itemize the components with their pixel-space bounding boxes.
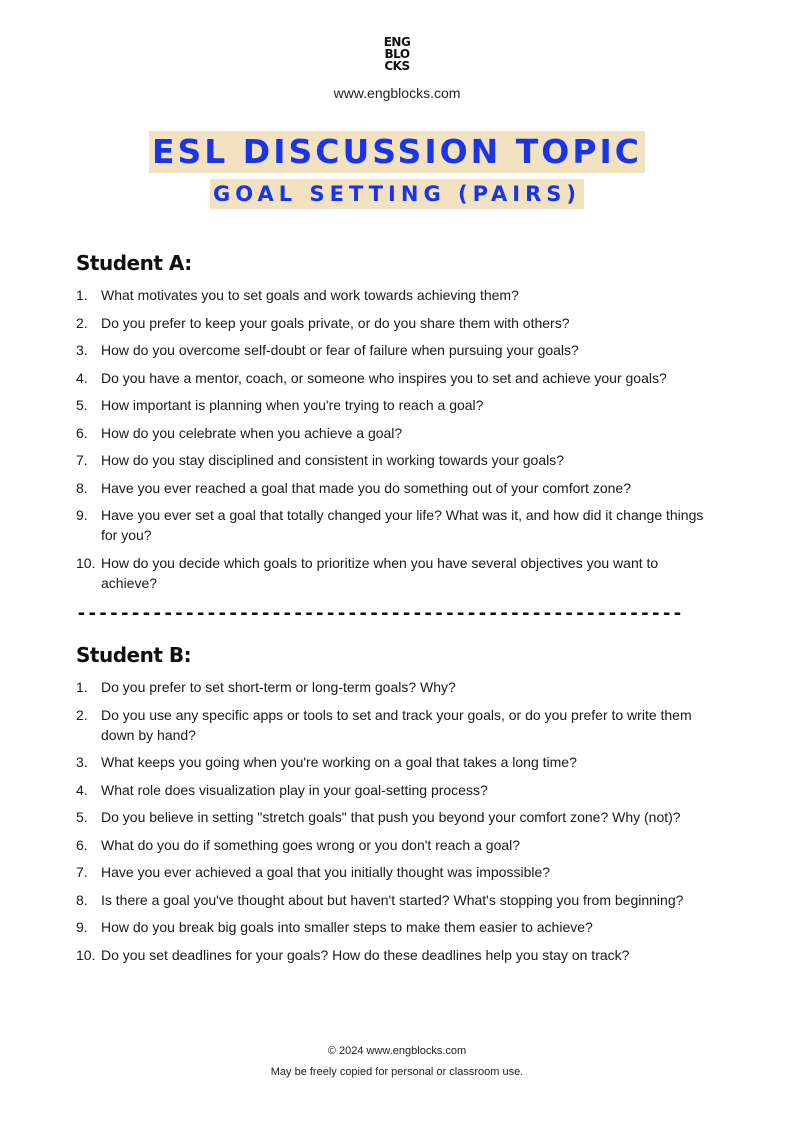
question-item [76,505,716,545]
student-a-section [76,251,716,600]
student-b-questions [76,677,716,965]
engblocks-logo [0,36,794,72]
question-text: How do you stay disciplined and consistent in working towards your goals? [101,452,565,468]
question-text: Have you ever achieved a goal that you initially thought was impossible? [101,864,551,880]
question-item [76,807,716,827]
question-number: 1. [76,679,88,695]
question-item [76,395,716,415]
question-item [76,835,716,855]
question-number: 10. [76,946,96,963]
question-item [76,340,716,360]
question-text: What motivates you to set goals and work towards achieving them? [101,287,519,303]
footer-license: May be freely copied for personal or classroom use. [270,1066,524,1078]
question-item [76,780,716,800]
section-divider: -------------------------------------------------------- [76,604,683,624]
question-item [76,285,716,305]
question-item [76,313,716,333]
question-text: Do you set deadlines for your goals? How do these deadlines help you stay on track? [101,946,630,963]
question-number: 9. [76,507,88,523]
question-number: 8. [76,479,88,496]
question-item [76,890,716,910]
question-number: 2. [76,314,88,331]
page-subtitle: GOAL SETTING (PAIRS) [210,179,584,209]
question-text: Do you use any specific apps or tools to set and track your goals, or do you prefer to write them down by hand? [101,706,692,743]
question-item [76,450,716,470]
question-number: 2. [76,706,88,723]
question-text: Is there a goal you've thought about but haven't started? What's stopping you from beginning? [101,891,684,908]
logo-line: BLO [384,47,410,61]
question-item [76,945,716,965]
question-number: 9. [76,919,88,935]
question-number: 1. [76,287,88,303]
page-title: ESL DISCUSSION TOPIC [149,131,645,173]
question-text: How do you break big goals into smaller steps to make them easier to achieve? [101,919,593,935]
student-a-heading: Student A: [76,251,192,275]
question-number: 5. [76,809,88,825]
footer-copyright: © 2024 www.engblocks.com [327,1045,467,1057]
question-item [76,553,716,593]
question-number: 6. [76,424,88,441]
question-text: Have you ever reached a goal that made you do something out of your comfort zone? [101,479,631,496]
question-text: Do you prefer to keep your goals private, or do you share them with others? [101,314,570,331]
logo-line: CKS [384,59,410,73]
student-b-heading: Student B: [76,643,192,667]
question-text: What do you do if something goes wrong or you don't reach a goal? [101,836,521,853]
question-item [76,368,716,388]
question-number: 10. [76,554,96,571]
student-a-questions [76,285,716,593]
question-number: 4. [76,781,88,798]
site-url[interactable]: www.engblocks.com [333,85,461,101]
question-text: What role does visualization play in your goal-setting process? [101,781,488,798]
question-text: Do you believe in setting "stretch goals" that push you beyond your comfort zone? Why (not)? [101,809,681,825]
title-main-wrap [0,131,794,173]
question-item [76,478,716,498]
question-text: How important is planning when you're trying to reach a goal? [101,397,484,413]
question-text: What keeps you going when you're working on a goal that takes a long time? [101,754,577,770]
logo-line: ENG [383,35,411,49]
question-number: 8. [76,891,88,908]
question-number: 7. [76,452,88,468]
question-text: How do you celebrate when you achieve a goal? [101,424,403,441]
question-item [76,862,716,882]
question-text: Do you prefer to set short-term or long-term goals? Why? [101,679,456,695]
question-text: Do you have a mentor, coach, or someone who inspires you to set and achieve your goals? [101,369,667,386]
question-item [76,917,716,937]
question-item [76,705,716,745]
question-text: How do you decide which goals to prioritize when you have several objectives you want to achieve? [101,554,659,591]
question-item [76,677,716,697]
question-number: 3. [76,342,88,358]
question-number: 7. [76,864,88,880]
question-item [76,423,716,443]
title-sub-wrap [0,179,794,209]
question-text: How do you overcome self-doubt or fear of failure when pursuing your goals? [101,342,579,358]
student-b-section [76,643,716,972]
question-number: 3. [76,754,88,770]
question-number: 6. [76,836,88,853]
question-text: Have you ever set a goal that totally changed your life? What was it, and how did it change things for you? [101,507,704,543]
question-item [76,752,716,772]
question-number: 5. [76,397,88,413]
question-number: 4. [76,369,88,386]
